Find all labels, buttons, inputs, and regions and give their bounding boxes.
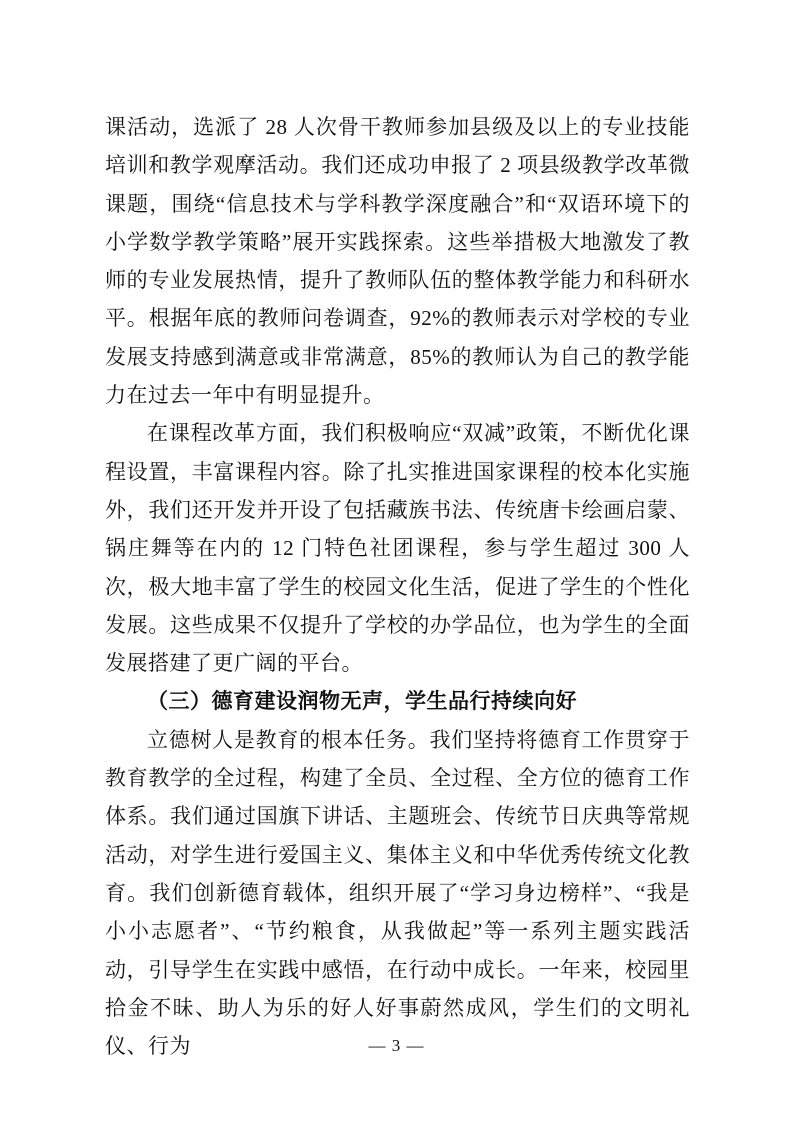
body-paragraph: 课活动，选派了 28 人次骨干教师参加县级及以上的专业技能培训和教学观摩活动。我们还成功申报了 2 项县级教学改革微课题，围绕“信息技术与学科教学深度融合”和“双语环境下的小学数学教学策略”展开实践探索。这些举措极大地激发了教师的专业发展热情，提升了教师队伍的整体教学能力和科研水平。根据年底的教师问卷调查，92%的教师表示对学校的专业发展支持感到满意或非常满意，85%的教师认为自己的教学能力在过去一年中有明显提升。 <box>105 115 690 408</box>
document-body <box>105 108 690 1065</box>
body-paragraph: 立德树人是教育的根本任务。我们坚持将德育工作贯穿于教育教学的全过程，构建了全员、全过程、全方位的德育工作体系。我们通过国旗下讲话、主题班会、传统节日庆典等常规活动，对学生进行爱国主义、集体主义和中华优秀传统文化教育。我们创新德育载体，组织开展了“学习身边榜样”、“我是小小志愿者”、“节约粮食，从我做起”等一系列主题实践活动，引导学生在实践中感悟，在行动中成长。一年来，校园里拾金不昧、助人为乐的好人好事蔚然成风，学生们的文明礼仪、行为 <box>105 727 690 1059</box>
page-number: — 3 — <box>368 1036 425 1055</box>
body-paragraph: 在课程改革方面，我们积极响应“双减”政策，不断优化课程设置，丰富课程内容。除了扎实推进国家课程的校本化实施外，我们还开发并开设了包括藏族书法、传统唐卡绘画启蒙、锅庄舞等在内的 12 门特色社团课程，参与学生超过 300 人次，极大地丰富了学生的校园文化生活，促进了学生的个性化发展。这些成果不仅提升了学校的办学品位，也为学生的全面发展搭建了更广阔的平台。 <box>105 421 690 676</box>
section-heading: （三）德育建设润物无声，学生品行持续向好 <box>147 689 577 714</box>
